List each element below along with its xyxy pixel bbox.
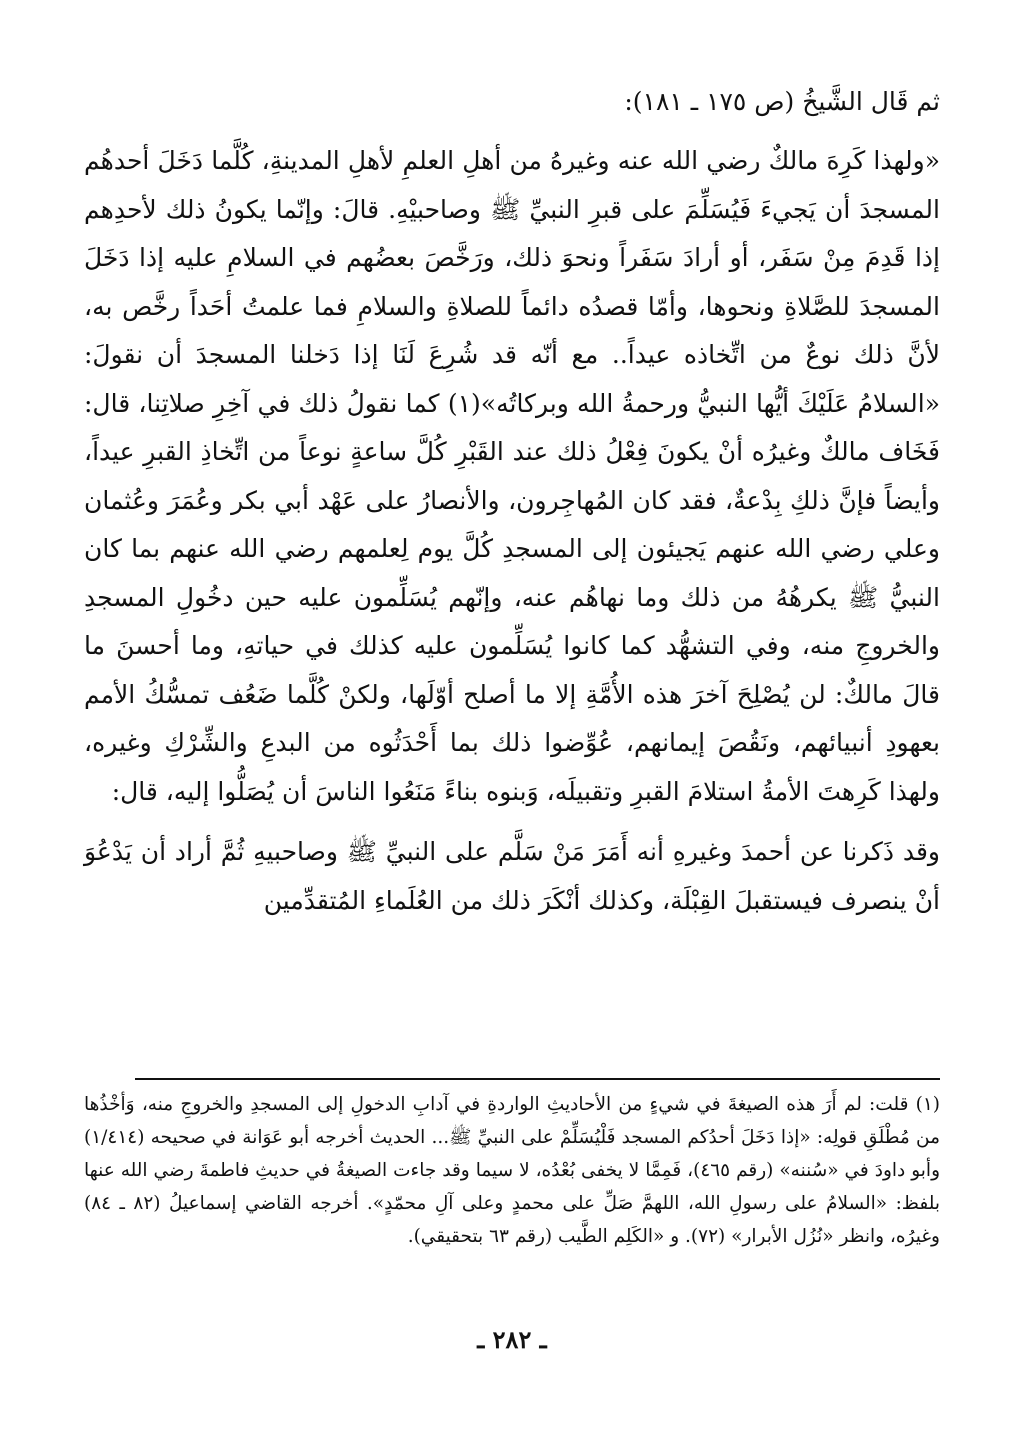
main-text [84, 137, 940, 925]
section-heading: ثم قَال الشَّيخُ (ص ١٧٥ ـ ١٨١): [624, 87, 940, 116]
page-number: ـ ٢٨٢ ـ [477, 1325, 547, 1354]
paragraph-continuation: وقد ذَكرنا عن أحمدَ وغيرهِ أنه أَمَرَ مَنْ سَلَّم على النبيِّ ﷺ وصاحبيهِ ثُمَّ أراد أن يَدْعُوَ أنْ ينصرف فيستقبلَ القِبْلَة، وكذلك أنْكَرَ ذلك من العُلَماءِ المُتقدِّمين [84, 837, 940, 915]
paragraph-quote: «ولهذا كَرِهَ مالكٌ رضي الله عنه وغيرهُ من أهلِ العلمِ لأهلِ المدينةِ، كُلَّما دَخَلَ أحدهُم المسجدَ أن يَجيءَ فَيُسَلِّمَ على قبرِ النبيِّ ﷺ وصاحبيْهِ. قالَ: وإنّما يكونُ ذلك لأحدِهم إذا قَدِمَ مِنْ سَفَر، أو أرادَ سَفَراً ونحوَ ذلك، ورَخَّصَ بعضُهم في السلامِ عليه إذا دَخَلَ المسجدَ للصَّلاةِ ونحوها، وأمّا قصدُه دائماً للصلاةِ والسلامِ فما علمتُ أحَداً رخَّص به، لأنَّ ذلك نوعٌ من اتِّخاذه عيداً.. مع أنّه قد شُرِعَ لَنَا إذا دَخلنا المسجدَ أن نقولَ: «السلامُ عَلَيْكَ أيُّها النبيُّ ورحمةُ الله وبركاتُه»(١) كما نقولُ ذلك في آخِرِ صلاتِنا، قال: فَخَاف مالكٌ وغيرُه أنْ يكونَ فِعْلُ ذلك عند القَبْرِ كُلَّ ساعةٍ نوعاً من اتِّخاذِ القبرِ عيداً، وأيضاً فإنَّ ذلكِ بِدْعةٌ، فقد كان المُهاجِرون، والأنصارُ على عَهْد أبي بكر وعُمَرَ وعُثمان وعلي رضي الله عنهم يَجيئون إلى المسجدِ كُلَّ يوم لِعلمهم رضي الله عنهم بما كان النبيُّ ﷺ يكرهُهُ من ذلك وما نهاهُم عنه، وإنّهم يُسَلِّمون عليه حين دخُولِ المسجدِ والخروجِ منه، وفي التشهُّد كما كانوا يُسَلِّمون عليه كذلك في حياتهِ، وما أحسنَ ما قالَ مالكٌ: لن يُصْلِحَ آخرَ هذه الأُمَّةِ إلا ما أصلح أوّلَها، ولكنْ كُلَّما ضَعُف تمسُّكُ الأمم بعهودِ أنبيائهم، ونَقُصَ إيمانهم، عُوِّضوا ذلك بما أَحْدَثُوه من البدعِ والشِّرْكِ وغيره، ولهذا كَرِهتَ الأمةُ استلامَ القبرِ وتقبيلَه، وَبنوه بناءً مَنَعُوا الناسَ أن يُصَلُّوا إليه، قال: [84, 146, 940, 806]
footnote-separator [135, 1078, 940, 1080]
footnote: (١) قلت: لم أَرَ هذه الصيغةَ في شيءٍ من الأحاديثِ الواردةِ في آدابِ الدخولِ إلى المسجدِ والخروجِ منه، وَأخْذُها من مُطْلَقِ قولِه: «إذا دَخَلَ أحدُكم المسجد فَلْيُسَلِّمْ على النبيِّ ﷺ... الحديث أخرجه أبو عَوَانة في صحيحه (١/٤١٤) وأبو داودَ في «سُننه» (رقم ٤٦٥)، فَمِمَّا لا يخفى بُعْدُه، لا سيما وقد جاءت الصيغةُ في حديثِ فاطمةَ رضي الله عنها بلفظ: «السلامُ على رسولِ الله، اللهمَّ صَلِّ على محمدٍ وعلى آلِ محمّدٍ». أخرجه القاضي إسماعيلُ (٨٢ ـ ٨٤) وغيرُه، وانظر «نُزُل الأبرار» (٧٢). و «الكَلِم الطَّيب (رقم ٦٣ بتحقيقي). [84, 1094, 941, 1247]
